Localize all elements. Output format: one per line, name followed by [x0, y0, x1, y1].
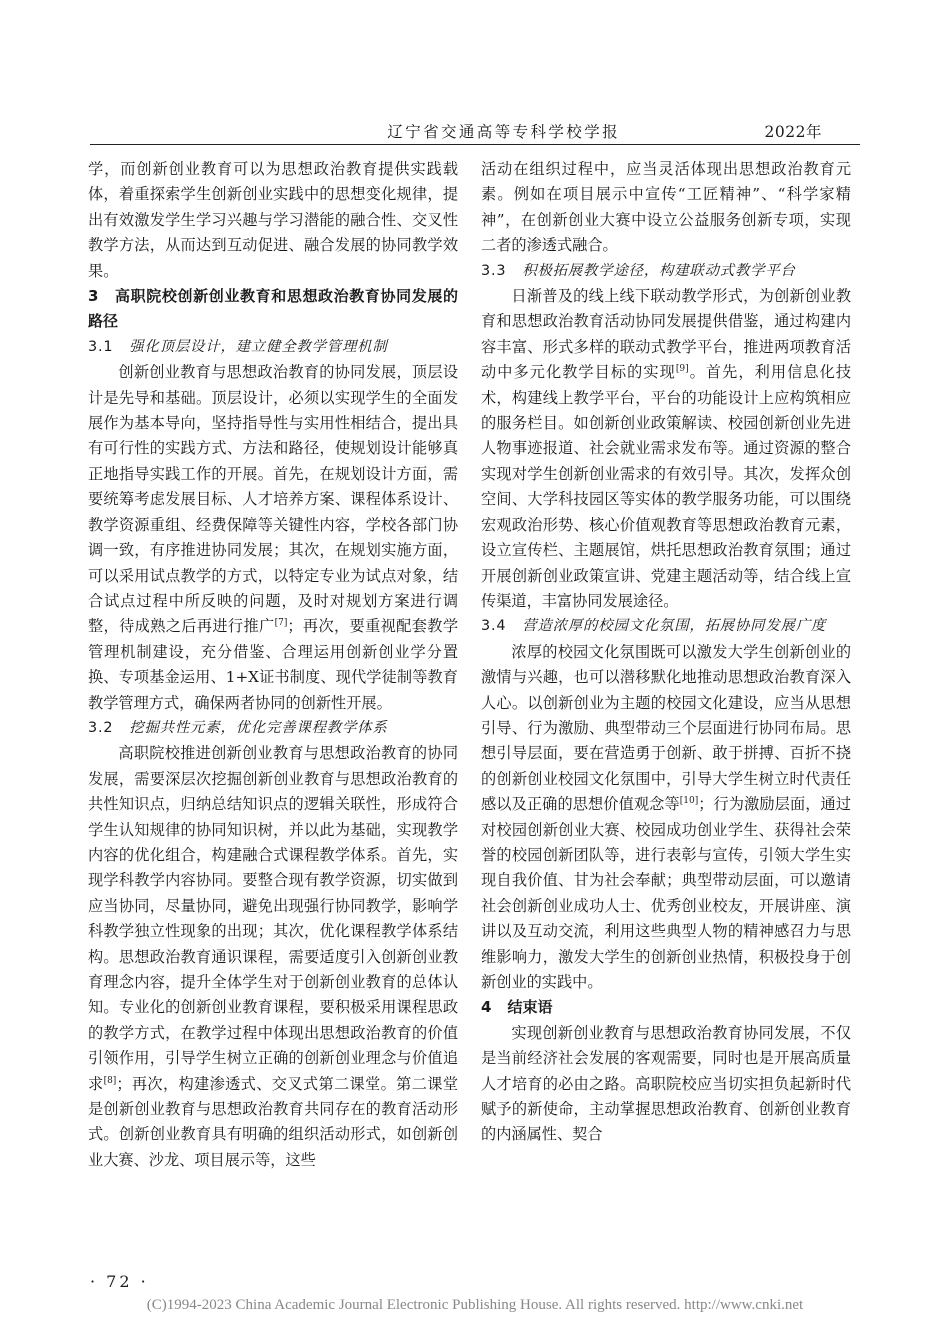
section-number: 3 [88, 287, 99, 306]
subsection-heading-3-4 [481, 614, 851, 639]
paragraph-continued: 活动在组织过程中，应当灵活体现出思想政治教育元素。例如在项目展示中宣传“工匠精神”、“科学家精神”，在创新创业大赛中设立公益服务创新专项，实现二者的渗透式融合。 [481, 160, 851, 255]
paragraph [481, 284, 851, 614]
subsection-heading-3-1 [88, 335, 458, 360]
paragraph-text: ；再次，要重视配套教学管理机制建设，充分借鉴、合理运用创新创业学分置换、专项基金运用、1+X证书制度、现代学徒制等教育教学管理方式，确保两者协同的创新性开展。 [88, 617, 459, 712]
subsection-number: 3.2 [88, 719, 114, 736]
section-heading-4 [481, 995, 851, 1020]
citation-9: [9] [675, 364, 689, 375]
subsection-heading-3-3 [481, 259, 851, 284]
subsection-number: 3.1 [88, 338, 114, 355]
copyright-footer: (C)1994-2023 China Academic Journal Electronic Publishing House. All rights reserved. http://www.cnki.net [146, 1297, 804, 1313]
paragraph-text: ；行为激励层面，通过对校园创新创业大赛、校园成功创业学生、获得社会荣誉的校园创新团队等，进行表彰与宣传，引领大学生实现自我价值、甘为社会奉献；典型带动层面，可以邀请社会创新创业成功人士、优秀创业校友，开展讲座、演讲以及互动交流，利用这些典型人物的精神感召力与思维影响力，激发大学生的创新创业热情，积极投身于创新创业的实践中。 [481, 795, 852, 991]
subsection-title: 营造浓厚的校园文化氛围，拓展协同发展广度 [522, 618, 827, 635]
subsection-title: 挖掘共性元素，优化完善课程教学体系 [129, 719, 388, 736]
paragraph-text: 浓厚的校园文化氛围既可以激发大学生创新创业的激情与兴趣，也可以潜移默化地推动思想政治教育深入人心。以创新创业为主题的校园文化建设，应当从思想引导、行为激励、典型带动三个层面进行协同布局。思想引导层面，要在营造勇于创新、敢于拼搏、百折不挠的创新创业校园文化氛围中，引导大学生树立时代责任感以及正确的思想价值观念等 [481, 642, 851, 814]
citation-7: [7] [274, 618, 288, 629]
subsection-title: 强化顶层设计，建立健全教学管理机制 [129, 338, 388, 355]
left-column [88, 157, 458, 1173]
citation-10: [10] [679, 796, 699, 807]
paragraph-text: ；再次，构建渗透式、交叉式第二课堂。第二课堂是创新创业教育与思想政治教育共同存在的教育活动形式。创新创业教育具有明确的组织活动形式，如创新创业大赛、沙龙、项目展示等，这些 [88, 1074, 459, 1169]
paragraph: 实现创新创业教育与思想政治教育协同发展，不仅是当前经济社会发展的客观需要，同时也是开展高质量人才培育的必由之路。高职院校应当切实担负起新时代赋予的新使命，主动掌握思想政治教育、创新创业教育的内涵属性、契合 [481, 1023, 851, 1144]
section-heading-3 [88, 284, 458, 335]
paragraph-text: 创新创业教育与思想政治教育的协同发展，顶层设计是先导和基础。顶层设计，必须以实现学生的全面发展作为基本导向，坚持指导性与实用性相结合，提出具有可行性的实践方式、方法和路径，使规划设计能够真正地指导实践工作的开展。首先，在规划设计方面，需要统筹考虑发展目标、人才培养方案、课程体系设计、教学资源重组、经费保障等关键性内容，学校各部门协调一致，有序推进协同发展；其次，在规划实施方面，可以采用试点教学的方式，以特定专业为试点对象，结合试点过程中所反映的问题，及时对规划方案进行调整，待成熟之后再进行推广 [88, 363, 458, 636]
paragraph-text: 。首先，利用信息化技术，构建线上教学平台，平台的功能设计上应构筑相应的服务栏目。如创新创业政策解读、校园创新创业先进人物事迹报道、社会就业需求发布等。通过资源的整合实现对学生创新创业需求的有效引导。其次，发挥众创空间、大学科技园区等实体的教学服务功能，可以围绕宏观政治形势、核心价值观教育等思想政治教育元素，设立宣传栏、主题展馆，烘托思想政治教育氛围；通过开展创新创业政策宣讲、党建主题活动等，结合线上宣传渠道，丰富协同发展途径。 [481, 363, 852, 610]
paragraph [481, 640, 851, 996]
paragraph [88, 741, 458, 1173]
publication-year: 2022年 [764, 123, 822, 141]
section-title: 结束语 [507, 998, 553, 1017]
subsection-number: 3.4 [481, 618, 507, 635]
right-column [481, 157, 851, 1148]
page-number: · 72 · [90, 1272, 149, 1291]
journal-title: 辽宁省交通高等专科学校学报 [387, 123, 620, 141]
subsection-heading-3-2 [88, 716, 458, 741]
paragraph-text: 日渐普及的线上线下联动教学形式，为创新创业教育和思想政治教育活动协同发展提供借鉴，通过构建内容丰富、形式多样的联动式教学平台，推进两项教育活动中多元化教学目标的实现 [481, 287, 851, 382]
section-title: 高职院校创新创业教育和思想政治教育协同发展的路径 [88, 287, 458, 331]
paragraph-continued: 学，而创新创业教育可以为思想政治教育提供实践载体，着重探索学生创新创业实践中的思想变化规律，提出有效激发学生学习兴趣与学习潜能的融合性、交叉性教学方法，从而达到互动促进、融合发展的协同教学效果。 [88, 160, 458, 280]
citation-8: [8] [103, 1075, 117, 1086]
paragraph [88, 360, 458, 716]
subsection-number: 3.3 [481, 262, 507, 279]
running-header [90, 118, 860, 145]
section-number: 4 [481, 998, 492, 1017]
paragraph-text: 高职院校推进创新创业教育与思想政治教育的协同发展，需要深层次挖掘创新创业教育与思想政治教育的共性知识点，归纳总结知识点的逻辑关联性，形成符合学生认知规律的协同知识树，并以此为基础，实现教学内容的优化组合，构建融合式课程教学体系。首先，实现学科教学内容协同。要整合现有教学资源，切实做到应当协同，尽量协同，避免出现强行协同教学，影响学科教学独立性现象的出现；其次，优化课程教学体系结构。思想政治教育通识课程，需要适度引入创新创业教育理念内容，提升全体学生对于创新创业教育的总体认知。专业化的创新创业教育课程，要积极采用课程思政的教学方式，在教学过程中体现出思想政治教育的价值引领作用，引导学生树立正确的创新创业理念与价值追求 [88, 744, 458, 1093]
subsection-title: 积极拓展教学途径，构建联动式教学平台 [522, 262, 796, 279]
